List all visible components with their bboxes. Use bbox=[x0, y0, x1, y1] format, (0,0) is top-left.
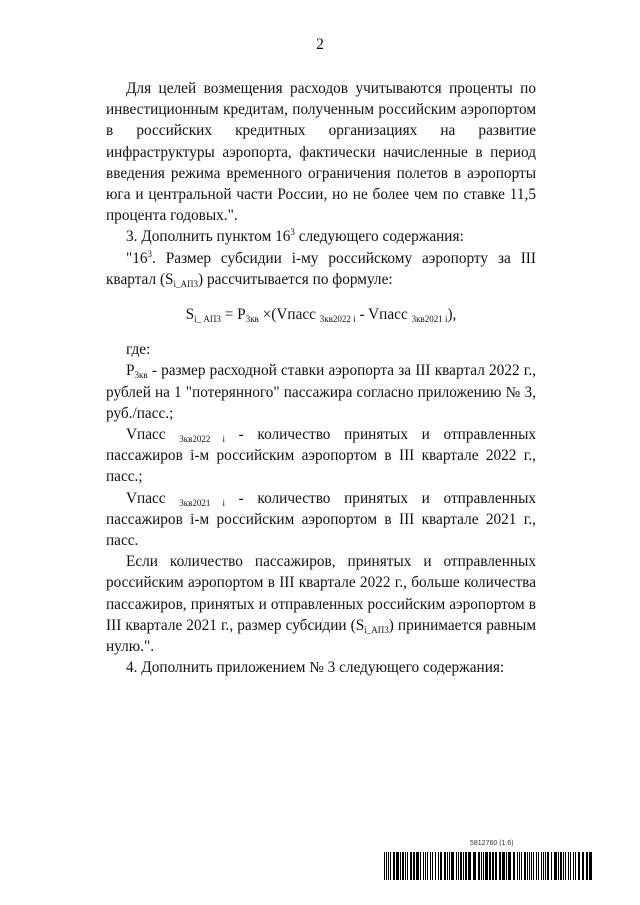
definition-passengers-2022: Vпасс $_{3кв2022 i}$ - количество принятых и отправленных пассажиров i-м российским аэропортом в III квартале 2022 г., пасс.; bbox=[106, 426, 536, 486]
definition-passengers-2021: Vпасс $_{3кв2021 i}$ - количество принятых и отправленных пассажиров i-м российским аэропортом в III квартале 2021 г., пасс. bbox=[106, 489, 536, 550]
barcode-number: 5812760 (1.6) bbox=[470, 840, 514, 847]
subsidy-formula: $S_{i\_ АП3} = Р_{3кв}$ ×(Vпасс $_{3кв2022 i}$ - Vпасс $_{3кв2021 i}$), bbox=[185, 306, 457, 325]
paragraph-interest-rates: Для целей возмещения расходов учитываются проценты по инвестиционным кредитам, полученным российским аэропортом в российских кредитных организациях на развитие инфраструктуры аэропорта, фактически начисленные в период введения режима временного ограничения полетов в аэропорты юга и центральной части России, но не более чем по ставке 11,5 процента годовых.". bbox=[106, 80, 536, 225]
paragraph-subsidy-size: "$16^3$. Размер субсидии i-му российскому аэропорту за III квартал $(S_{i\_АП3})$ рассчитывается по формуле: bbox=[106, 248, 536, 289]
document-body bbox=[106, 78, 536, 678]
paragraph-add-item: 3. Дополнить пунктом $16^3$ следующего содержания: bbox=[126, 227, 464, 246]
paragraph-add-appendix: 4. Дополнить приложением № 3 следующего содержания: bbox=[126, 659, 505, 677]
paragraph-zero-subsidy: Если количество пассажиров, принятых и отправленных российским аэропортом в III квартале 2022 г., больше количества пассажиров, принятых и отправленных российским аэропортом в III квартале 2021 г., размер субсидии $(S_{i\_АП3})$ принимается равным нулю.". bbox=[106, 553, 537, 656]
paragraph-where: где: bbox=[126, 341, 151, 359]
definition-rate: $Р_{3кв}$ - размер расходной ставки аэропорта за III квартал 2022 г., рублей на 1 "потерянного" пассажира согласно приложению № 3, руб./пасс.; bbox=[106, 362, 536, 422]
barcode-image bbox=[384, 852, 592, 880]
page-number: 2 bbox=[316, 36, 324, 53]
